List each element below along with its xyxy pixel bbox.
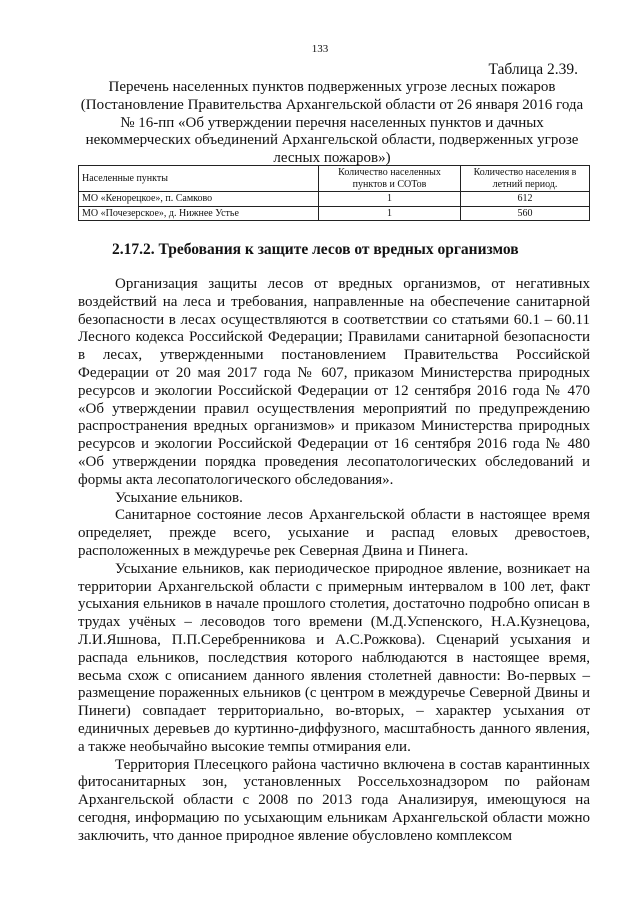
settlements-table [78, 165, 590, 221]
table-cell-population: 612 [461, 192, 590, 207]
paragraph-legal-basis: Организация защиты лесов от вредных организмов, от негативных воздействий на леса и требования, направленные на обеспечение санитарной безопасности в лесах осуществляются в соответствии со статьями 60.1 – 60.11 Лесного кодекса Российской Федерации; Правилами санитарной безопасности в лесах, утвержденными постановлением Правительства Российской Федерации от 20 мая 2017 года № 607, приказом Министерства природных ресурсов и экологии Российской Федерации от 12 сентября 2016 года № 470 «Об утверждении правил осуществления мероприятий по предупреждению распространения вредных организмов» и приказом Министерства природных ресурсов и экологии Российской Федерации от 16 сентября 2016 года № 480 «Об утверждении порядка проведения лесопатологических обследований и формы акта лесопатологического обследования». [78, 276, 590, 488]
table-header-row [79, 166, 590, 192]
paragraph-subheading: Усыхание ельников. [115, 489, 243, 506]
table-cell-settlement: МО «Кенорецкое», п. Самково [79, 192, 319, 207]
table-cell-count: 1 [319, 192, 461, 207]
section-heading: 2.17.2. Требования к защите лесов от вредных организмов [112, 241, 519, 258]
table-caption: Перечень населенных пунктов подверженных угрозе лесных пожаров (Постановление Правительства Архангельской области от 26 января 2016 года № 16-пп «Об утверждении перечня населенных пунктов и дачных некоммерческих объединений Архангельской области, подверженных угрозе лесных пожаров») [80, 79, 584, 167]
table-label: Таблица 2.39. [488, 61, 578, 78]
table-row [79, 206, 590, 221]
column-header-settlements: Населенные пункты [79, 166, 319, 192]
paragraph-plesetsk-territory: Территория Плесецкого района частично включена в состав карантинных фитосанитарных зон, установленных Россельхознадзором по районам Архангельской области с 2008 по 2013 года Анализируя, имеющуюся на сегодня, информацию по усыхающим ельникам Архангельской области можно заключить, что данное природное явление обусловлено комплексом [78, 756, 590, 844]
table-row [79, 192, 590, 207]
column-header-count: Количество населенных пунктов и СОТов [319, 166, 461, 192]
page-number: 133 [311, 43, 329, 55]
paragraph-sanitary-state: Санитарное состояние лесов Архангельской области в настоящее время определяет, прежде всего, усыхание и распад еловых древостоев, расположенных в междуречье рек Северная Двина и Пинега. [78, 507, 590, 559]
paragraph-spruce-dieback: Усыхание ельников, как периодическое природное явление, возникает на территории Архангельской области с примерным интервалом в 100 лет, факт усыхания ельников в начале прошлого столетия, достаточно подробно описан в трудах учёных – лесоводов того времени (М.Д.Успенского, Н.А.Кузнецова, Л.И.Яшнова, П.П.Серебренникова и А.С.Рожкова). Сценарий усыхания и распада ельников, последствия которого наблюдаются в настоящее время, весьма схож с описанием данного явления столетней давности: Во-первых – размещение пораженных ельников (с центром в междуречье Северной Двины и Пинеги) совпадает территориально, во-вторых, – характер усыхания от единичных деревьев до куртинно-диффузного, масштабность данного явления, а также необычайно высокие темпы отмирания ели. [78, 560, 590, 755]
table-cell-population: 560 [461, 206, 590, 221]
table-cell-count: 1 [319, 206, 461, 221]
table-cell-settlement: МО «Почезерское», д. Нижнее Устье [79, 206, 319, 221]
body-text [78, 276, 590, 846]
column-header-population: Количество населения в летний период. [461, 166, 590, 192]
